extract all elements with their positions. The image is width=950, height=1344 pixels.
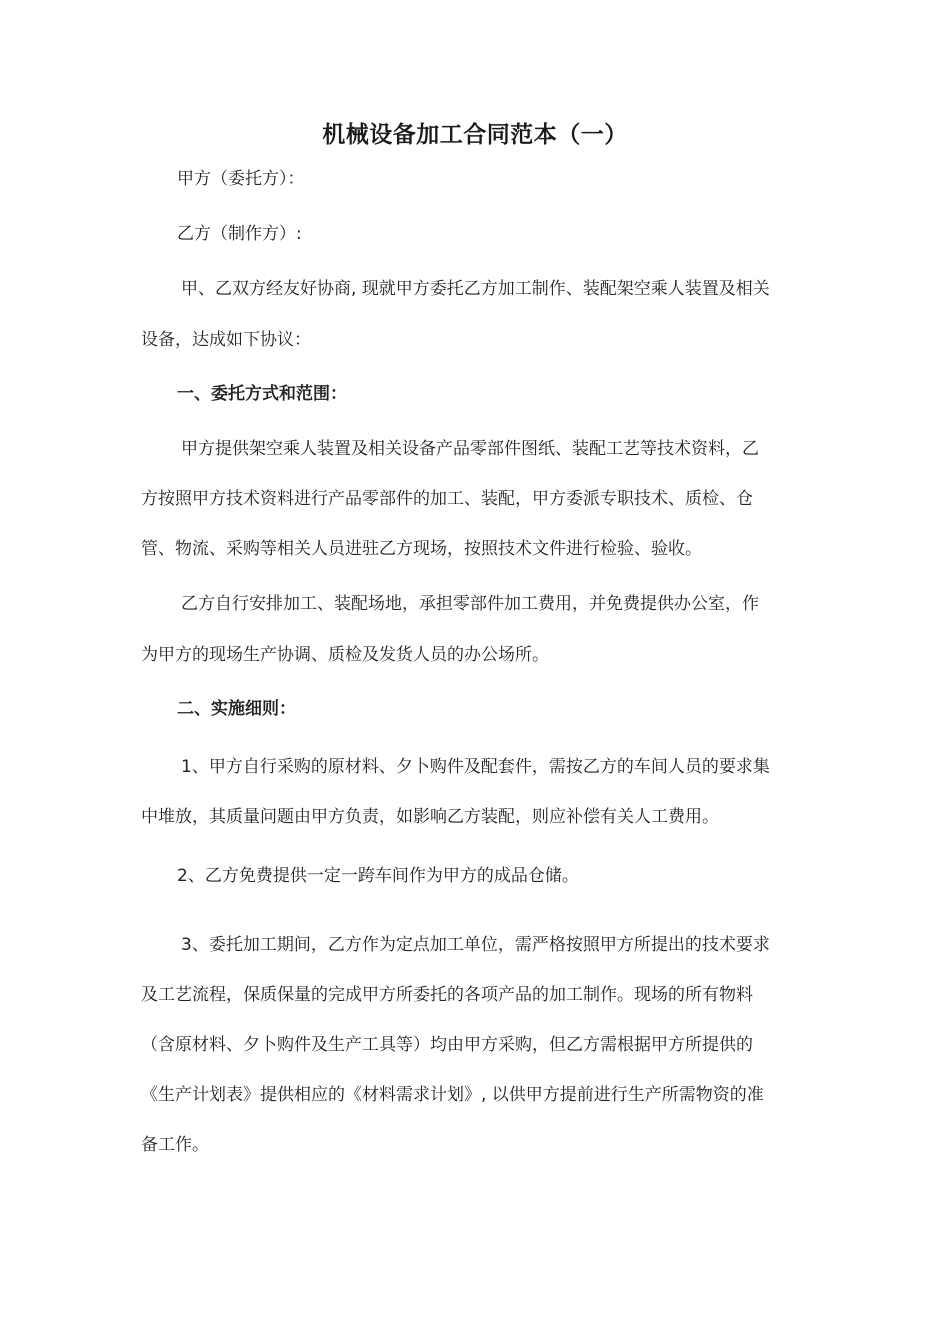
section-2-item-1-line-1: 1、甲方自行采购的原材料、夕卜购件及配套件，需按乙方的车间人员的要求集 xyxy=(181,757,770,777)
party-b-line: 乙方（制作方）: xyxy=(177,224,302,244)
section-2-item-1-line-2: 中堆放，其质量问题由甲方负责，如影响乙方装配，则应补偿有关人工费用。 xyxy=(141,807,719,827)
section-1-para-1-line-1: 甲方提供架空乘人装置及相关设备产品零部件图纸、装配工艺等技术资料，乙 xyxy=(181,439,759,459)
party-a-line: 甲方（委托方）： xyxy=(177,169,305,189)
section-2-item-3-line-1: 3、委托加工期间，乙方作为定点加工单位，需严格按照甲方所提出的技术要求 xyxy=(181,935,770,955)
section-2-heading: 二、实施细则： xyxy=(177,699,296,719)
section-1-heading: 一、委托方式和范围： xyxy=(177,384,347,404)
section-2-item-2: 2、乙方免费提供一定一跨车间作为甲方的成品仓储。 xyxy=(177,866,579,886)
intro-line-2: 设备，达成如下协议： xyxy=(141,330,311,350)
section-2-item-3-line-2: 及工艺流程，保质保量的完成甲方所委托的各项产品的加工制作。现场的所有物料 xyxy=(141,985,753,1005)
document-title: 机械设备加工合同范本（一） xyxy=(322,122,628,148)
section-1-para-1-line-2: 方按照甲方技术资料进行产品零部件的加工、装配，甲方委派专职技术、质检、仓 xyxy=(141,489,753,509)
section-2-item-3-line-3: （含原材料、夕卜购件及生产工具等）均由甲方采购，但乙方需根据甲方所提供的 xyxy=(141,1035,753,1055)
section-1-para-2-line-1: 乙方自行安排加工、装配场地，承担零部件加工费用，并免费提供办公室，作 xyxy=(181,594,759,614)
section-1-para-2-line-2: 为甲方的现场生产协调、质检及发货人员的办公场所。 xyxy=(141,645,549,665)
intro-line-1: 甲、乙双方经友好协商, 现就甲方委托乙方加工制作、装配架空乘人装置及相关 xyxy=(181,279,770,299)
section-2-item-3-line-4: 《生产计划表》提供相应的《材料需求计划》, 以供甲方提前进行生产所需物资的准 xyxy=(141,1085,764,1105)
section-1-para-1-line-3: 管、物流、采购等相关人员进驻乙方现场，按照技术文件进行检验、验收。 xyxy=(141,539,702,559)
section-2-item-3-line-5: 备工作。 xyxy=(141,1135,209,1155)
